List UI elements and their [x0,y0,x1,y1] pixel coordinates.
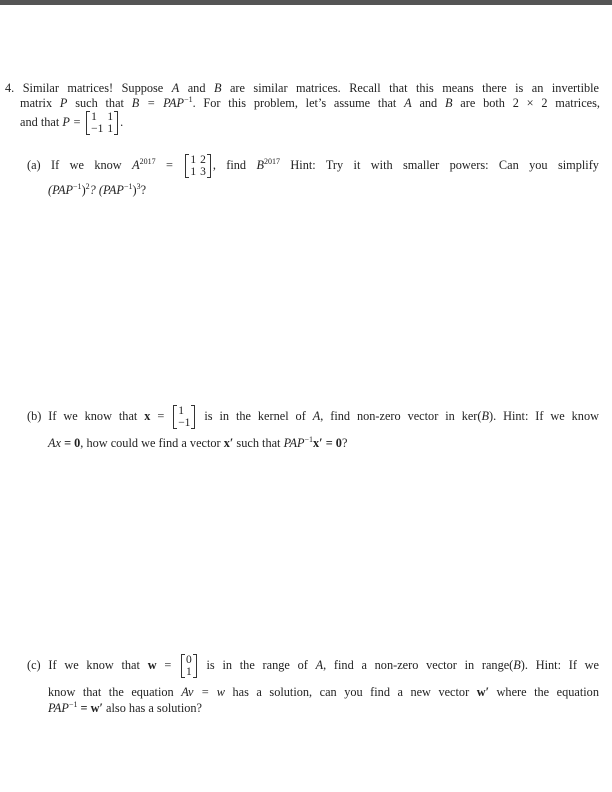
problem-line-3: and that P = 1 1 −1 1 . [20,111,124,135]
matrix-A2017: 1 2 1 3 [185,154,211,178]
matrix-P: 1 1 −1 1 [86,111,118,135]
part-b-line-2: Ax = 0, how could we find a vector x′ such that $PAP^{-1}x' = 0$? [48,435,348,450]
vector-x: 1 −1 [173,405,195,429]
part-c-line-2: know that the equation Av = w has a solution, can you find a new vector w′ where the equation [48,685,599,699]
problem-line-1: 4. Similar matrices! Suppose A and B are similar matrices. Recall that this means there is an invertible [5,81,600,95]
part-c-line-1: (c) If we know that w = 0 1 is in the range of A, find a non-zero vector in range(B). Hint: If we [27,654,600,678]
part-a-line-2: $(PAP^{-1})^2$? $(PAP^{-1})^3$? [48,182,147,197]
part-c-line-3: $PAP^{-1} = w'$ also has a solution? [48,700,203,715]
viewer-top-bar [0,0,612,5]
problem-line-2: matrix P such that $B = PAP^{-1}$. For this problem, let’s assume that A and B are both 2 × 2 matrices, [20,95,600,110]
vector-w: 0 1 [181,654,197,678]
part-a-line-1: (a) If we know $A^{2017}$ = 1 2 1 3 , find $B^{2017}$ Hint: Try it with smaller powers: Can you simplify [27,154,599,178]
part-b-line-1: (b) If we know that x = 1 −1 is in the kernel of A, find non-zero vector in ker(B). Hint: If we know [27,405,599,429]
